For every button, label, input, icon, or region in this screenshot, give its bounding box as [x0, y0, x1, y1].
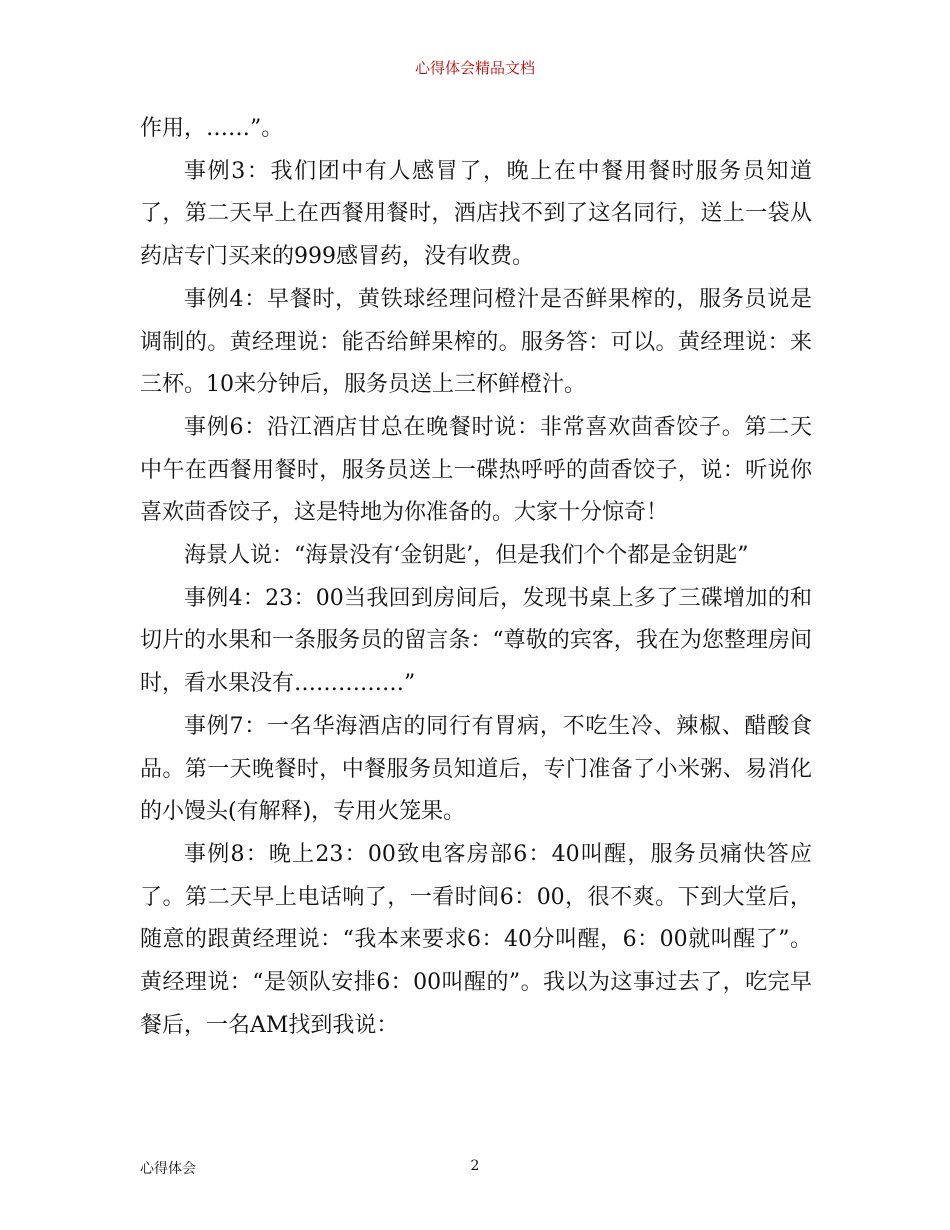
paragraph: 作用，……”。: [140, 116, 284, 141]
document-body: [140, 108, 812, 1047]
page-header-title: 心得体会精品文档: [414, 59, 535, 77]
paragraph: 事例8：晚上23：00致电客房部6：40叫醒，服务员痛快答应了。第二天早上电话响了，一看时间6：00，很不爽。下到大堂后，随意的跟黄经理说：“我本来要求6：40分叫醒，6：00就叫醒了”。黄经理说：“是领队安排6：00叫醒的”。我以为这事过去了，吃完早餐后，一名AM找到我说：: [140, 841, 812, 1038]
page-number: 2: [470, 1158, 480, 1174]
paragraph: 事例4：早餐时，黄铁球经理问橙汁是否鲜果榨的，服务员说是调制的。黄经理说：能否给鲜果榨的。服务答：可以。黄经理说：来三杯。10来分钟后，服务员送上三杯鲜橙汁。: [140, 286, 812, 398]
footer-label: 心得体会: [140, 1161, 196, 1177]
paragraph: 事例6：沿江酒店甘总在晚餐时说：非常喜欢茴香饺子。第二天中午在西餐用餐时，服务员送上一碟热呼呼的茴香饺子，说：听说你喜欢茴香饺子，这是特地为你准备的。大家十分惊奇！: [140, 414, 812, 526]
paragraph: 事例7：一名华海酒店的同行有胃病，不吃生冷、辣椒、醋酸食品。第一天晚餐时，中餐服务员知道后，专门准备了小米粥、易消化的小馒头(有解释)，专用火笼果。: [140, 713, 812, 825]
paragraph: 事例4：23：00当我回到房间后，发现书桌上多了三碟增加的和切片的水果和一条服务员的留言条：“尊敬的宾客，我在为您整理房间时，看水果没有……………”: [140, 585, 812, 697]
paragraph: 事例3：我们团中有人感冒了，晚上在中餐用餐时服务员知道了，第二天早上在西餐用餐时，酒店找不到了这名同行，送上一袋从药店专门买来的999感冒药，没有收费。: [140, 158, 812, 270]
paragraph: 海景人说：“海景没有‘金钥匙’，但是我们个个都是金钥匙”: [184, 543, 749, 569]
